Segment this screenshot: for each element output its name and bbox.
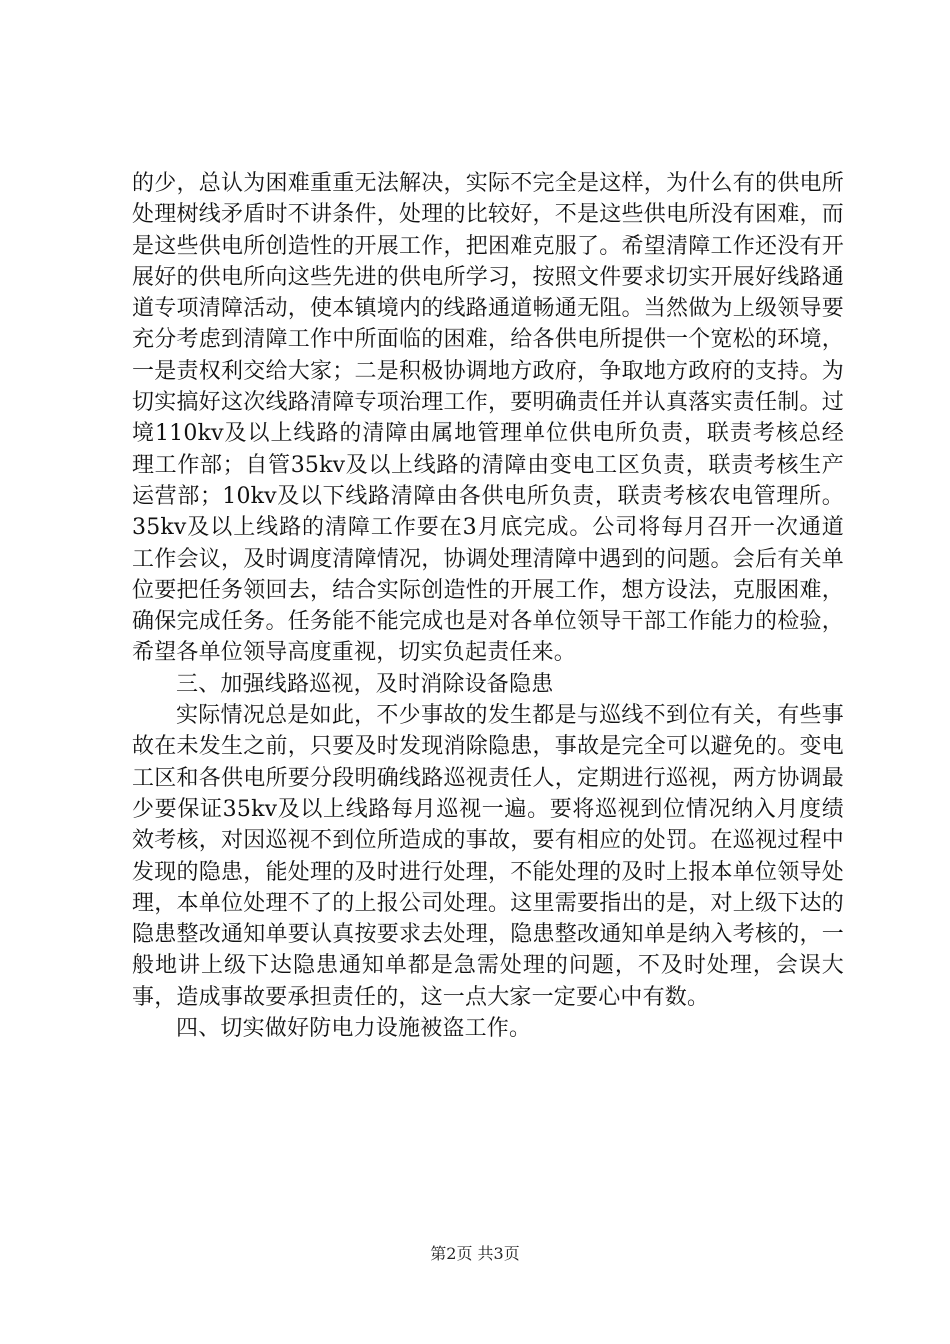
section-heading-4: 四、切实做好防电力设施被盗工作。 bbox=[176, 1016, 532, 1042]
paragraph-2: 实际情况总是如此，不少事故的发生都是与巡线不到位有关，有些事故在未发生之前，只要及时发现消除隐患，事故是完全可以避免的。变电工区和各供电所要分段明确线路巡视责任人，定期进行巡视，两方协调最少要保证35kv及以上线路每月巡视一遍。要将巡视到位情况纳入月度绩效考核，对因巡视不到位所造成的事故，要有相应的处罚。在巡视过程中发现的隐患，能处理的及时进行处理，不能处理的及时上报本单位领导处理，本单位处理不了的上报公司处理。这里需要指出的是，对上级下达的隐患整改通知单要认真按要求去处理，隐患整改通知单是纳入考核的，一般地讲上级下达隐患通知单都是急需处理的问题，不及时处理，会误大事，造成事故要承担责任的，这一点大家一定要心中有数。 bbox=[132, 703, 844, 1010]
document-body bbox=[132, 168, 844, 1044]
section-heading-3: 三、加强线路巡视，及时消除设备隐患 bbox=[176, 671, 554, 697]
paragraph-1: 的少，总认为困难重重无法解决，实际不完全是这样，为什么有的供电所处理树线矛盾时不讲条件，处理的比较好，不是这些供电所没有困难，而是这些供电所创造性的开展工作，把困难克服了。希望清障工作还没有开展好的供电所向这些先进的供电所学习，按照文件要求切实开展好线路通道专项清障活动，使本镇境内的线路通道畅通无阻。当然做为上级领导要充分考虑到清障工作中所面临的困难，给各供电所提供一个宽松的环境，一是责权利交给大家；二是积极协调地方政府，争取地方政府的支持。为切实搞好这次线路清障专项治理工作，要明确责任并认真落实责任制。过境110kv及以上线路的清障由属地管理单位供电所负责，联责考核总经理工作部；自管35kv及以上线路的清障由变电工区负责，联责考核生产运营部；10kv及以下线路清障由各供电所负责，联责考核农电管理所。35kv及以上线路的清障工作要在3月底完成。公司将每月召开一次通道工作会议，及时调度清障情况，协调处理清障中遇到的问题。会后有关单位要把任务领回去，结合实际创造性的开展工作，想方设法，克服困难，确保完成任务。任务能不能完成也是对各单位领导干部工作能力的检验，希望各单位领导高度重视，切实负起责任来。 bbox=[132, 171, 844, 666]
page-number-footer: 第2页 共3页 bbox=[430, 1244, 520, 1263]
